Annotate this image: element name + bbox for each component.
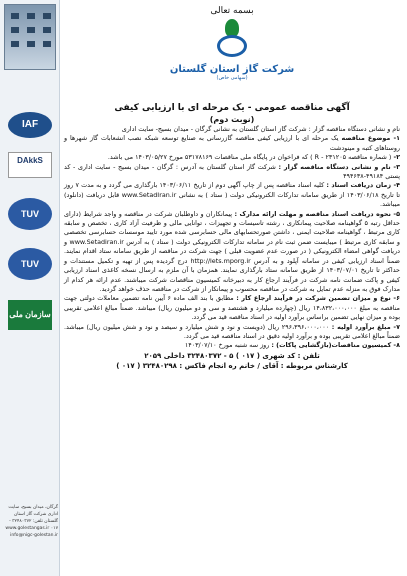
notice-item-6 bbox=[64, 294, 400, 322]
dakks-logo: DAkkS bbox=[8, 152, 52, 178]
item-text: ۲۹۶،۳۹۶،۰۰۰،۰۰۰ ریال (دویست و نود و شش میلیارد و سیصد و نود و شش میلیون ریال) میباشد. ضمناً مبالغ اعلامی تقریبی بوده و برآورد اولیه دقیق در اسناد مناقصه قید می گردد. bbox=[64, 322, 400, 340]
notice-round: (نوبت دوم) bbox=[209, 115, 255, 124]
item-heading: ۳- نام و نشانی دستگاه مناقصه گزار : bbox=[278, 162, 400, 171]
sidebar-contact-info: گرگان، میدان بسیج، سایت اداری شرکت گاز استان گلستان تلفن: ۳۲۴۸۰۳۷۲ - ۰۱۷ www.golestangas.ir info@nigc-golestan.ir bbox=[5, 505, 58, 538]
item-text: کلیه اسناد مناقصه پس از چاپ آگهی دوم از تاریخ ۱۴۰۳/۰۶/۱۱ بارگذاری می گردد و به مدت ۷ روز تا تاریخ ۱۴۰۳/۰۶/۱۸ از طریق سامانه تدارکات الکترونیکی دولت ( ستاد ) به نشانی www.SetadIran.ir قابل دریافت (دانلود) میباشد. bbox=[64, 181, 400, 209]
tuv-logo-2: TUV bbox=[8, 248, 52, 280]
notice-item-8 bbox=[64, 341, 400, 350]
notice-intro: نام و نشانی دستگاه مناقصه گزار : شرکت گاز استان گلستان به نشانی گرگان - میدان بسیج- سایت اداری bbox=[121, 125, 400, 133]
company-name: شرکت گاز استان گلستان bbox=[169, 64, 295, 75]
sidebar bbox=[0, 0, 60, 576]
notice-item-7 bbox=[64, 323, 400, 342]
notice-item-4 bbox=[64, 181, 400, 209]
iaf-logo: IAF bbox=[8, 112, 52, 138]
item-text: روز سه شنبه مورخ ۱۴۰۳/۰۷/۱۰ bbox=[184, 341, 272, 350]
notice-title: آگهی مناقصه عمومی - یک مرحله ای با ارزیابی کیفی bbox=[114, 103, 350, 113]
item-heading: ۴- زمان دریافت اسناد : bbox=[326, 181, 401, 190]
item-heading: ۶- نوع و میزان تضمین شرکت در فرآیند ارجاع کار : bbox=[236, 294, 400, 303]
item-text: ( شماره مناقصه R - ۲۳۱۲۰۵ ) که فراخوان در پایگاه ملی مناقصات ۵۳۱۷۸۱۶۹ مورخ ۱۴۰۳/۰۵/۲۷ می باشد. bbox=[107, 153, 394, 162]
national-standard-logo: سازمان ملی bbox=[8, 300, 52, 330]
contact-person: کارشناس مربوطه : آقای / خانم ره انجام فاکس : ۳۲۴۸۰۲۹۸ ( ۰۱۷ ) bbox=[116, 361, 348, 370]
company-subtitle: (سهامی خاص) bbox=[216, 75, 248, 81]
notice-item-1 bbox=[64, 134, 400, 153]
item-text: پیمانکاران و داوطلبان شرکت در مناقصه و واجد شرایط (دارای حداقل رتبه ۵ گواهینامه صلاحیت پیمانکاری ، رشته تاسیسات و تجهیزات ، توانایی مالی و ظرفیت آزاد کاری ، تخصص و سابقه کاری مرتبط ، گواهینامه صلاحیت ایمنی ، داشتن صورتحسابهای مالی حسابرسی شده مورد تایید موسسات حسابرسی تخصصی و سابقه کاری مرتبط ) میبایست ضمن ثبت نام در سامانه تدارکات الکترونیکی دولت ( ستاد ) به آدرس www.Setadiran.ir و دریافت گواهی امضاء الکترونیکی ( در صورت عدم عضویت قبلی ) جهت شرکت در مناقصه از طریق سامانه ستاد اقدام نمایند. ضمناً اسناد ارزیابی کیفی در سامانه آپلود و به آدرس http://lets.mporg.ir درج گردیده پس از تهیه و تکمیل مستندات و حداکثر تا تاریخ ۱۴۰۳/۰۷/۰۱ از طریق سامانه ستاد بارگذاری نمایند. همزمان با آن ملزم به ارسال نسخه کاغذی اسناد ارزیابی کیفی و پاکت ضمانت نامه شرکت در فرآیند ارجاع کار به دبیرخانه کمیسیون مناقصات شرکت میباشند. عدم ارائه هر کدام از مدارک فوق به منزله عدم تمایل به شرکت در مناقصه محسوب و پیمانکار از شرکت در مناقصه حذف خواهد گردید. bbox=[64, 209, 400, 293]
item-text: مطابق با بند الف ماده ۶ آیین نامه تضمین معاملات دولتی جهت مناقصه به مبلغ ۱۴،۸۳۲،۰۰۰،۰۰۰ ریال (چهارده میلیارد و هشتصد و سی و دو میلیون ریال) میباشد. ضمناً مبالغ اعلامی تقریبی بوده و میزان نهایی تضمین براساس برآورد اولیه در اسناد مناقصه قید می گردد. bbox=[64, 294, 400, 322]
notice-item-3 bbox=[64, 163, 400, 182]
item-heading: ۵- نحوه دریافت اسناد مناقصه و مهلت ارائه مدارک : bbox=[234, 209, 400, 218]
notice-item-2 bbox=[64, 153, 400, 162]
item-text: شرکت گاز استان گلستان به آدرس : گرگان - میدان بسیج - سایت اداری - کد پستی ۴۹۱۸۴-۴۹۴۶۳۸ bbox=[64, 162, 400, 181]
item-heading: ۱- موضوع مناقصه bbox=[341, 134, 400, 143]
notice-body bbox=[64, 102, 400, 371]
item-heading: ۸- کمیسیون مناقصات(بازگشایی پاکات) : bbox=[271, 341, 400, 350]
item-heading: ۲- bbox=[393, 153, 400, 162]
item-heading: ۷- مبلغ برآورد اولیه : bbox=[331, 322, 400, 331]
notice-item-5 bbox=[64, 210, 400, 295]
company-logo-icon bbox=[212, 19, 252, 63]
item-text: یک مرحله ای با ارزیابی کیفی مناقصه گازرسانی به صنایع توسعه شبکه نصب انشعابات گاز شهرها و روستاهای کتبه و مینودشت bbox=[64, 134, 400, 152]
header bbox=[62, 4, 402, 100]
tuv-logo: TUV bbox=[8, 198, 52, 230]
contact-phone: تلفن : کد شهری ( ۰۱۷ ) ۵ - ۳۲۴۸۰۳۷۲ داخلی ۲۰۵۹ bbox=[144, 351, 320, 360]
basmala: بسمه تعالی bbox=[210, 6, 254, 16]
building-photo bbox=[4, 4, 56, 70]
